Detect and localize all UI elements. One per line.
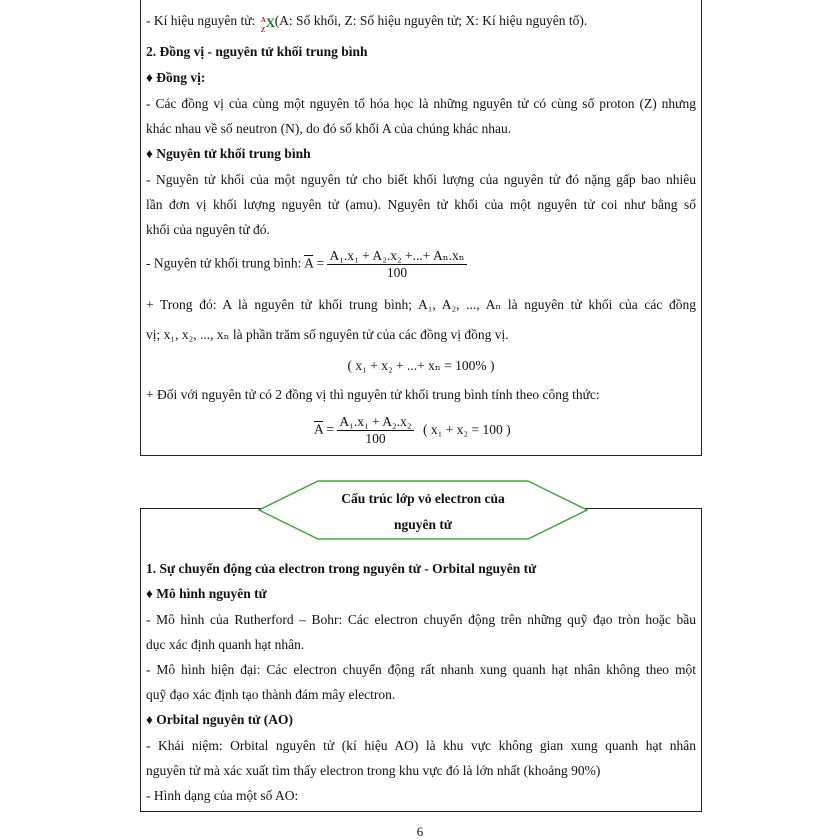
formula-denominator-2: 100 bbox=[365, 431, 386, 446]
orbital-title: ♦ Orbital nguyên tử (AO) bbox=[146, 712, 293, 727]
two-isotope-condition: ( x₁ + x₂ = 100 ) bbox=[422, 421, 511, 437]
atomic-symbol-suffix: (A: Số khối, Z: Số hiệu nguyên tử; X: Kí hiệu nguyên tố). bbox=[274, 13, 588, 28]
formula-denominator: 100 bbox=[386, 265, 408, 280]
section-title bbox=[258, 486, 588, 538]
orbital-def-line2: nguyên tử mà xác xuất tìm thấy electron trong khu vực đó là lớn nhất (khoảng 90%) bbox=[146, 763, 601, 778]
avg-mass-text-line3: khối của nguyên tử đó. bbox=[146, 222, 270, 237]
section-title-line1: Cấu trúc lớp vỏ electron của bbox=[341, 491, 505, 506]
modern-model-line2: quỹ đạo xác định tạo thành đám mây electron. bbox=[146, 687, 396, 702]
avg-mass-label: - Nguyên tử khối trung bình: bbox=[146, 255, 302, 271]
rutherford-line1: - Mô hình của Rutherford – Bohr: Các electron chuyển động trên những quỹ đạo tròn hoặc bầu bbox=[146, 612, 696, 627]
formula-numerator-two: A₁.x₁ + A₂.x₂ bbox=[339, 414, 412, 429]
atomic-number-Z: Z bbox=[260, 25, 266, 34]
sum-equation: ( x₁ + x₂ + ...+ xₙ = 100% ) bbox=[347, 358, 495, 373]
element-symbol-X: X bbox=[265, 14, 276, 30]
rutherford-line2: dục xác định quanh hạt nhân. bbox=[146, 637, 305, 652]
two-isotope-line: + Đối với nguyên tử có 2 đồng vị thì nguyên tử khối trung bình tính theo công thức: bbox=[146, 387, 600, 402]
isotope-symbol bbox=[259, 14, 276, 34]
orbital-shapes-line: - Hình dạng của một số AO: bbox=[146, 788, 299, 803]
where-line2: vị; x₁, x₂, ..., xₙ là phần trăm số nguyên tử của các đồng vị đồng vị. bbox=[146, 327, 509, 342]
isotopes-text-line1: - Các đồng vị của cùng một nguyên tố hóa học là những nguyên tử có cùng số proton (Z) nhưng bbox=[146, 96, 696, 111]
atomic-symbol-prefix: - Kí hiệu nguyên tử: bbox=[146, 13, 259, 28]
atomic-symbol-line bbox=[146, 12, 588, 34]
avg-mass-text-line2: lần đơn vị khối lượng nguyên tử (amu). Nguyên tử khối của một nguyên tử coi như bằng số bbox=[146, 197, 696, 212]
heading-electron-motion: 1. Sự chuyển động của electron trong nguyên tử - Orbital nguyên tử bbox=[146, 561, 537, 576]
section-title-line2: nguyên tử bbox=[394, 517, 452, 532]
formula-equals-2: = bbox=[326, 421, 335, 437]
formula-lhs-2: $\overline{A}$ bbox=[314, 421, 324, 437]
formula-lhs: $\overline{A}$ bbox=[304, 255, 314, 271]
avg-mass-text-line1: - Nguyên tử khối của một nguyên tử cho biết khối lượng của nguyên tử đó nặng gấp bao nhiêu bbox=[146, 172, 696, 187]
avg-mass-title: ♦ Nguyên tử khối trung bình bbox=[146, 146, 311, 161]
formula-fraction-two bbox=[337, 414, 413, 447]
where-line1: + Trong đó: A là nguyên tử khối trung bình; A₁, A₂, ..., Aₙ là nguyên tử khối của các đồng bbox=[146, 297, 696, 312]
orbital-def-line1: - Khái niệm: Orbital nguyên tử (kí hiệu AO) là khu vực không gian xung quanh hạt nhân bbox=[146, 738, 696, 753]
avg-mass-formula-line bbox=[146, 248, 467, 281]
two-isotope-formula bbox=[314, 414, 511, 447]
section-title-hexagon bbox=[258, 480, 588, 540]
mass-number-A: A bbox=[260, 15, 266, 24]
modern-model-line1: - Mô hình hiện đại: Các electron chuyển động rất nhanh xung quanh hạt nhân không theo một bbox=[146, 662, 696, 677]
isotopes-title: ♦ Đồng vị: bbox=[146, 70, 206, 85]
formula-equals: = bbox=[316, 255, 325, 271]
atomic-model-title: ♦ Mô hình nguyên tử bbox=[146, 586, 267, 601]
page-number: 6 bbox=[416, 824, 424, 839]
formula-fraction-general bbox=[327, 248, 466, 281]
heading-isotopes: 2. Đồng vị - nguyên tử khối trung bình bbox=[146, 44, 368, 59]
formula-numerator-general: A₁.x₁ + A₂.x₂ +...+ Aₙ.xₙ bbox=[329, 248, 465, 263]
isotopes-text-line2: khác nhau về số neutron (N), do đó số khối A của chúng khác nhau. bbox=[146, 121, 512, 136]
